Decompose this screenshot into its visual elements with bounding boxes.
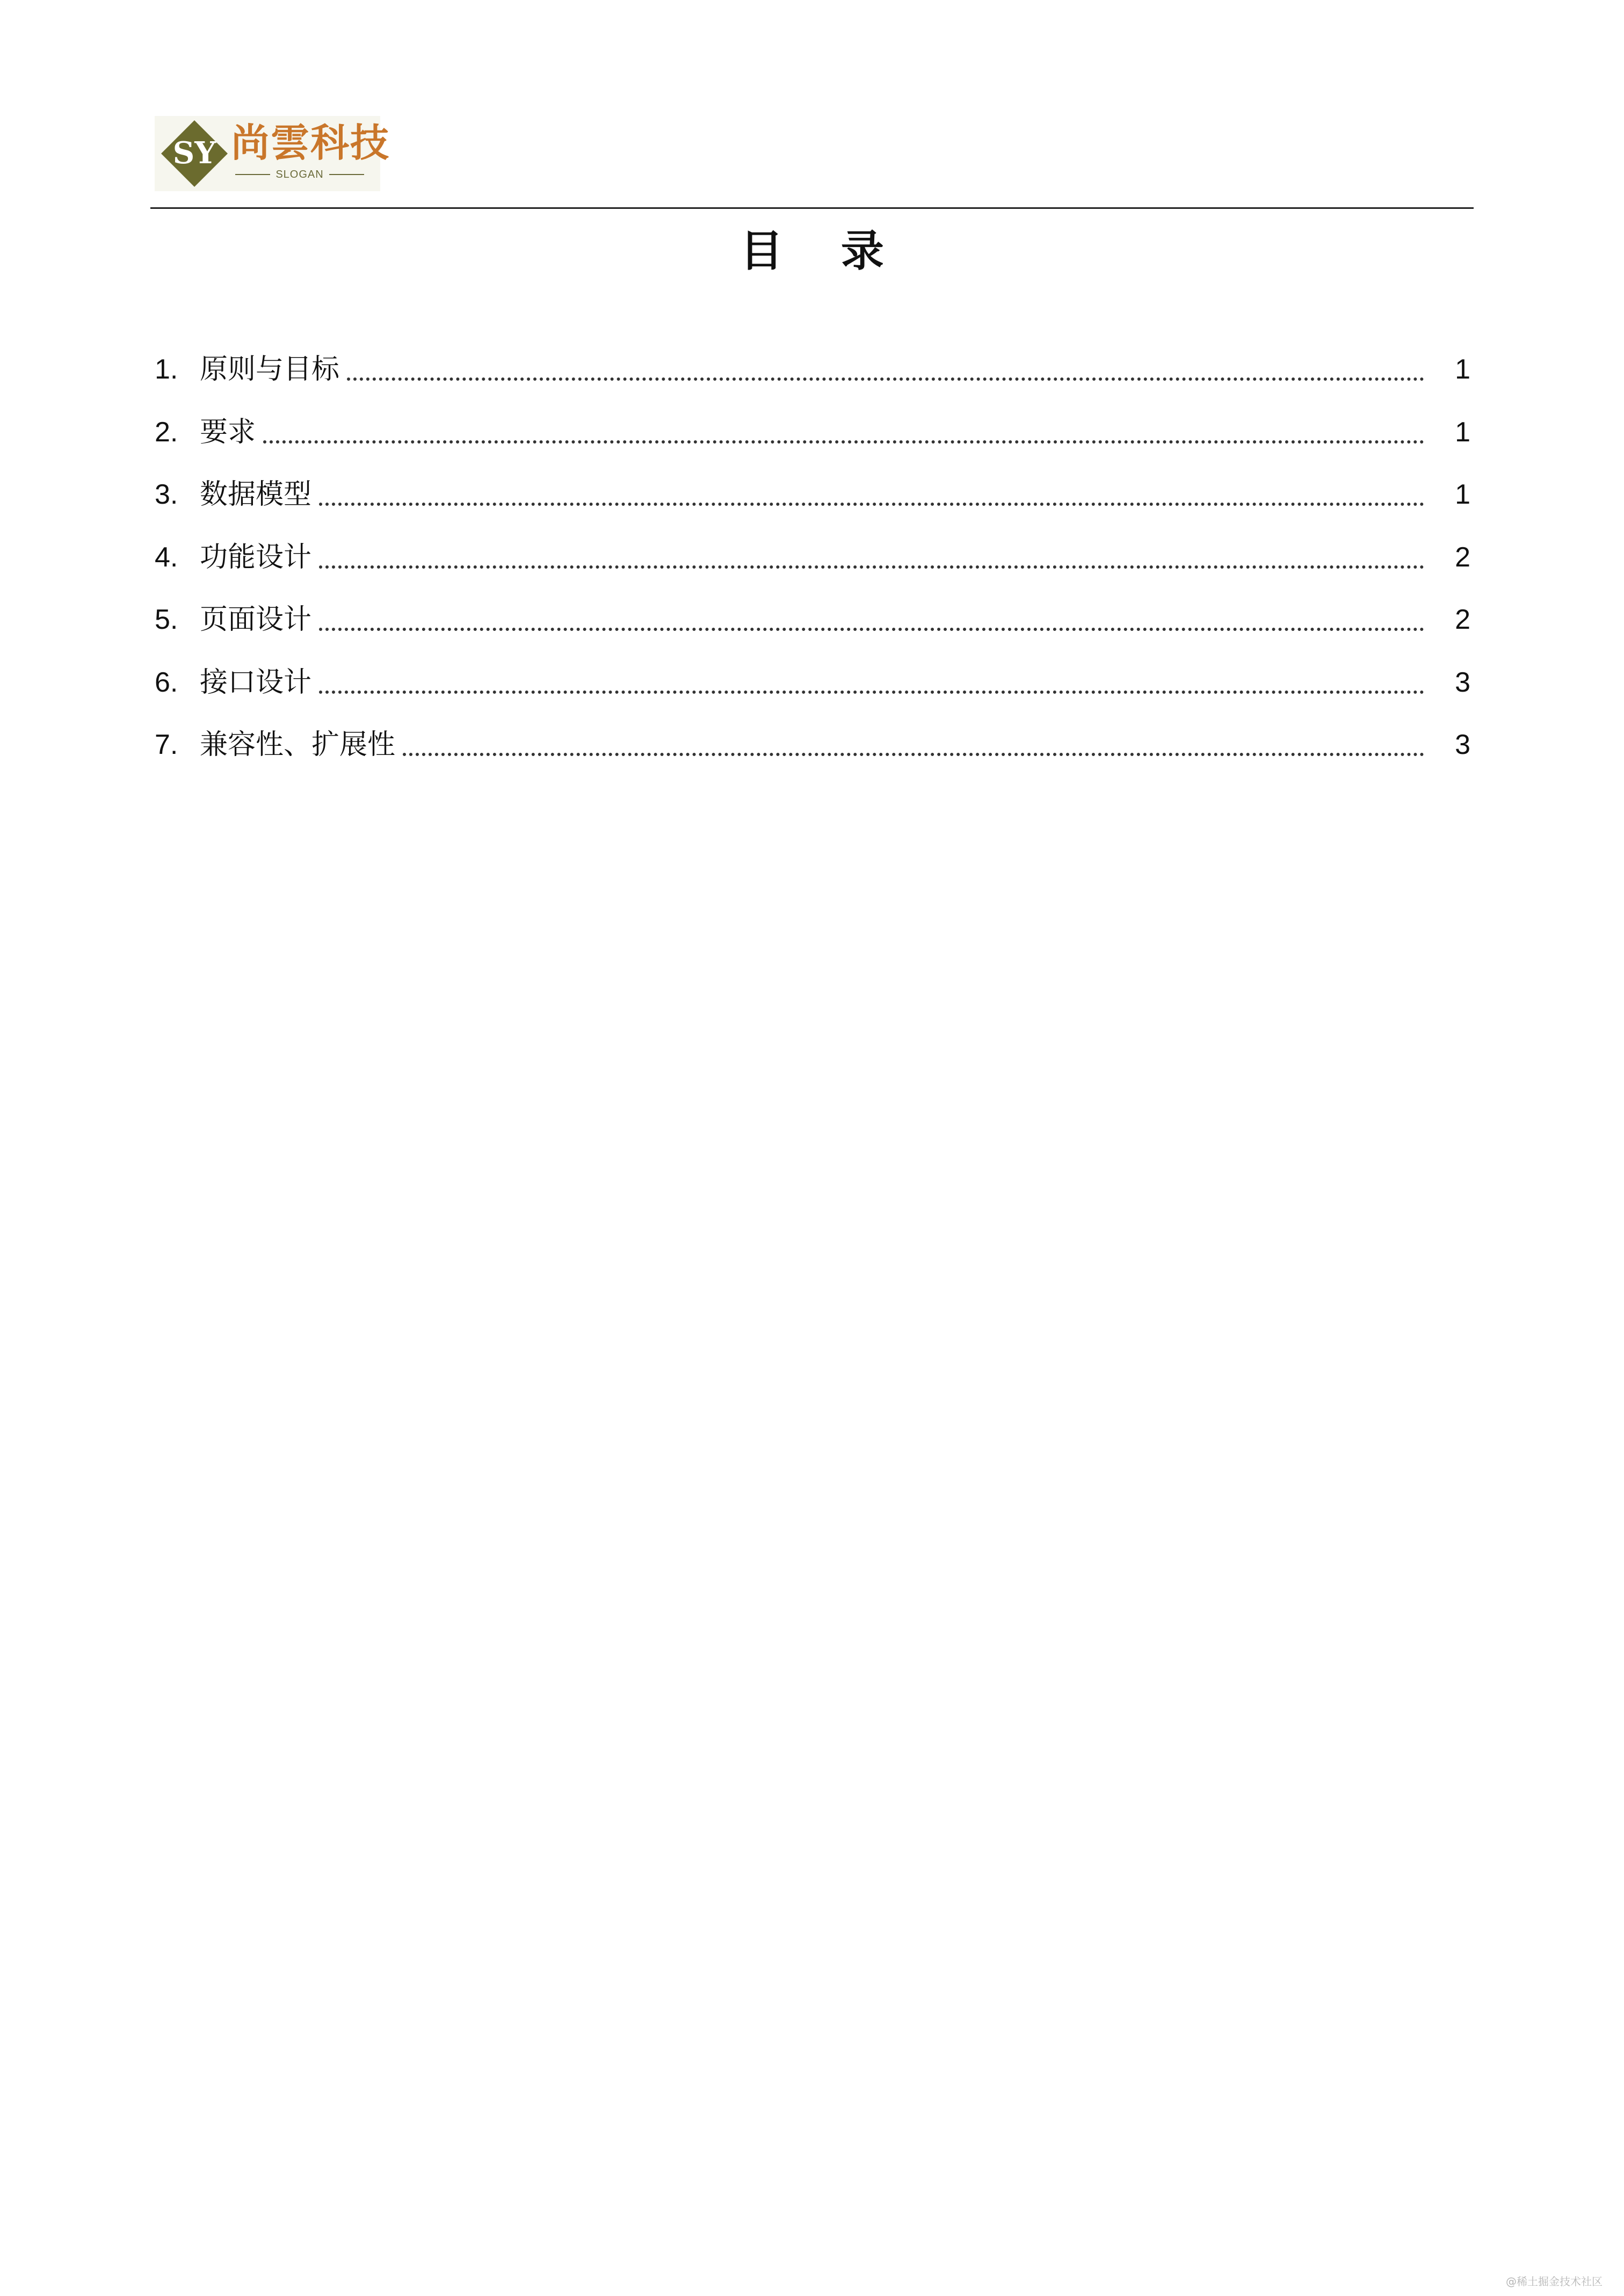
toc-entry-label: 功能设计	[200, 541, 312, 573]
toc-dot-leader	[347, 351, 1424, 388]
toc-entry[interactable]	[155, 463, 1470, 526]
logo-brand-name: 尚雲科技	[231, 120, 390, 165]
toc-entry-label: 兼容性、扩展性	[200, 729, 396, 761]
toc-entry-label: 接口设计	[200, 666, 312, 699]
toc-entry[interactable]	[155, 526, 1470, 589]
toc-entry-number: 2.	[155, 416, 178, 448]
logo-diamond-mark	[160, 119, 229, 188]
toc-entry-page: 1	[1455, 479, 1470, 511]
toc-entry-label: 页面设计	[200, 604, 312, 636]
slogan-rule-right	[329, 174, 364, 175]
toc-dot-leader	[319, 539, 1424, 576]
table-of-contents	[155, 338, 1470, 776]
toc-entry-page: 2	[1455, 604, 1470, 636]
toc-entry-number: 3.	[155, 479, 178, 511]
toc-dot-leader	[263, 413, 1424, 451]
toc-entry-number: 1.	[155, 354, 178, 386]
slogan-text: SLOGAN	[276, 168, 324, 180]
toc-entry-label: 原则与目标	[200, 353, 340, 386]
logo-monogram: SY	[172, 135, 216, 171]
toc-entry-page: 1	[1455, 416, 1470, 448]
toc-entry-page: 1	[1455, 354, 1470, 386]
toc-entry[interactable]	[155, 338, 1470, 401]
toc-entry[interactable]	[155, 588, 1470, 651]
toc-entry-number: 6.	[155, 666, 178, 698]
toc-entry-label: 要求	[200, 416, 256, 448]
toc-dot-leader	[319, 601, 1424, 638]
slogan-rule-left	[235, 174, 270, 175]
logo-diamond-svg	[160, 119, 229, 188]
company-logo	[155, 116, 390, 191]
toc-entry-page: 3	[1455, 729, 1470, 761]
toc-dot-leader	[403, 726, 1424, 764]
toc-dot-leader	[319, 476, 1424, 513]
toc-title: 目 录	[740, 226, 905, 276]
toc-entry-number: 5.	[155, 604, 178, 636]
toc-entry-page: 2	[1455, 541, 1470, 573]
toc-entry[interactable]	[155, 651, 1470, 714]
toc-entry-number: 4.	[155, 541, 178, 573]
watermark: @稀土掘金技术社区	[1506, 2275, 1603, 2288]
logo-slogan	[235, 168, 364, 181]
toc-entry[interactable]	[155, 401, 1470, 464]
toc-entry-page: 3	[1455, 666, 1470, 698]
toc-dot-leader	[319, 664, 1424, 701]
header-divider	[150, 207, 1474, 209]
toc-entry-label: 数据模型	[200, 478, 312, 511]
toc-entry[interactable]	[155, 714, 1470, 776]
toc-entry-number: 7.	[155, 729, 178, 761]
